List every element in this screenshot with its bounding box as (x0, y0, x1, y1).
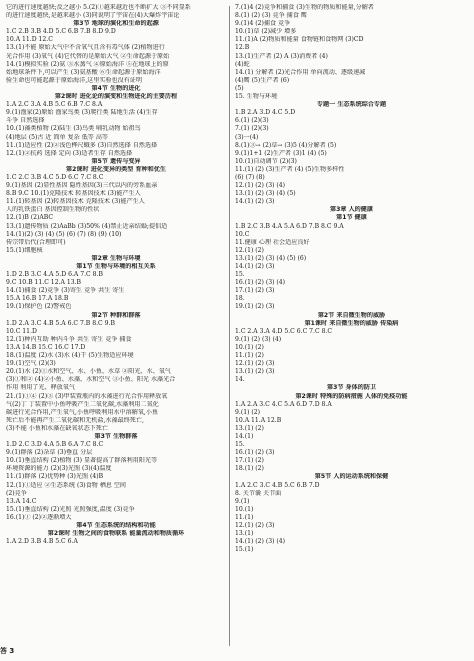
answer-line: 7.(1)4 (2)竞争和捕食 (3)生物的物质和能量,分解者 (235, 4, 374, 11)
answer-line: (6) (7) (8) (235, 173, 265, 181)
answer-line: 13.A 14.C (6, 497, 37, 505)
section-heading: 第3节 生物群落 (94, 432, 138, 440)
answer-line: 1.D 2.A 3.C 4.B 5.A 6.C 7.B 8.C 9.B (6, 319, 115, 327)
answer-line: 11.(1)群落 (2)优势种 (3)光照 (4)B (6, 473, 104, 481)
answer-line: 14.(1) (2) (3) (235, 198, 275, 206)
answer-line: 14.(1)模拟实验 (2)氨 ③水蒸气 ④原始海洋 ⑤在地球上的原 (6, 60, 169, 68)
answer-line: 12.(1) (2) (3) (4) (235, 182, 286, 190)
answer-line: 13.(1) (235, 530, 254, 538)
answer-line: 作用 利用了光、释放氧气 (6, 384, 75, 392)
section-heading: 第3章 人的健康 (330, 206, 373, 214)
answer-line: 18.(1)温度 (2)水 (3)水 (4)干 (5)生物适应环境 (6, 352, 134, 360)
section-heading: 第4节 生态系统的结构和功能 (76, 522, 156, 529)
answer-line: 10.C 11.D (6, 327, 37, 335)
answer-line: 15.(1) (235, 546, 254, 554)
answer-line: 12.(1) (2) (3) (235, 360, 275, 368)
answer-line: 10.(1) (235, 505, 254, 513)
section-heading: 第2课时 生物之间的食物联系 能量流动和物质循环 (47, 530, 185, 538)
answer-line: (3)一(4) (235, 133, 259, 141)
answer-line: 20.(1)水 (2)①水和空气、水、小鱼、水草 ②阳光、水、氧气 (6, 368, 171, 376)
right-column (235, 0, 468, 554)
answer-line: 9.(1) (2) (3) (4) (235, 335, 282, 343)
answer-line: 13.(1) (2) (3) (4) (5) (6) (235, 254, 307, 262)
answer-line: 它的进行速度越快;反之越小 5.(2)①越来越近也不断扩大 ③不同显系 (6, 4, 191, 11)
answer-line: 10.(1) (2) (235, 343, 264, 351)
answer-line: 1.B 2.A 3.D 4.C 5.D (235, 109, 296, 117)
answer-line: 16.(1) (2) (3) (235, 449, 275, 457)
answer-line: 14. (235, 376, 245, 384)
answer-line: 14.(1) 分解者 (2)光合作用 单向流动、逐级递减 (235, 68, 366, 76)
answer-line: 12.(1)②抗药 选择 定向 (3)适者生存 自然选择 (6, 149, 133, 157)
answer-line: 10.A 11.D 12.C (6, 36, 53, 44)
answer-line: 18.(1) (2) (235, 465, 264, 473)
answer-line: (5) (235, 84, 244, 92)
answer-line: 21.(1)①④ (2)③ (3)甲装置瓶内的水藻进行光合作用释放氧 (6, 392, 168, 400)
answer-line: 始地球条件下,可以产生 (3)氨基酸 ⑥生命起源于原始海洋 (6, 68, 161, 76)
answer-line: 16.(1)① (2)②逐渐增大 (6, 513, 72, 521)
answer-line: 1.D 2.B 3.C 4.A 5.D 6.A 7.C 8.B (6, 271, 103, 279)
answer-line: 8.B 9.C 10.(1)克隆技术 转基因技术 (3)能产生人 (6, 190, 141, 198)
answer-line: 1.A 2.D 3.B 4.B 5.C 6.A (6, 538, 78, 546)
answer-line: 1.A 2.C 3.C 4.B 5.C 6.B 7.D (235, 481, 320, 489)
answer-line: 6.(1) (2)(3) (235, 117, 269, 125)
answer-line: 8. 关节囊 关节面 (235, 489, 282, 497)
section-heading: 第2节 来自微生物的威胁 (317, 311, 386, 319)
answer-line: 10.(1)自动调节 (2)(3) (235, 157, 297, 165)
answer-line: 环境资源的能力 (2)(3)光照 (3)(4)温度 (6, 465, 112, 473)
answer-line: 12.(1)①适应 ②生态系统 (3)食物 栖息 空间 (6, 481, 127, 489)
section-heading: 第1节 生物与环境的相互关系 (76, 263, 156, 270)
section-heading: 第2章 生物与环境 (91, 254, 141, 262)
answer-line: 9.(1)基因 (2)显性基因 隐性基因(3)三代以内的旁系血亲 (6, 182, 158, 190)
answer-line: 1.D 2.C 3.D 4.A 5.B 6.A 7.C 8.C (6, 441, 104, 449)
answer-line: 11.健康 心理 社会适应良好 (235, 238, 310, 246)
answer-line: 12.(1)B (2)ABC (6, 214, 54, 222)
answer-line: 17.(1) (2) (3) (235, 287, 275, 295)
answer-line: 13.(1)生产者 (2) A (3)消费者 (4) (235, 52, 328, 60)
answer-line: 11.(1) (2) (235, 352, 264, 360)
answer-line: 13.(1) (2) (3) (4) (5) (235, 190, 296, 198)
answer-line: 14.(1) (2) (3) (235, 263, 275, 270)
answer-line: 15.A 16.B 17.A 18.B (6, 295, 69, 303)
answer-line: 气(2)丁 丁装置中小鱼呼吸产生二氧化碳,水藻利用二氧化 (6, 400, 159, 408)
answer-line: 12.(1) (2) (3) (235, 522, 275, 529)
section-heading: 第1节 健康 (336, 214, 367, 222)
answer-line: 17.(1) (2) (235, 457, 264, 465)
answer-line: 12.B (235, 44, 250, 52)
answer-line: 验生命也可能起源于原始海洋,这里实验也没有证明 (6, 76, 142, 84)
answer-line: 死亡后不能再产生二氧化碳和无机盐,水藻最终死亡, (6, 416, 144, 424)
answer-line: 1.A 2.C 3.A 4.B 5.C 6.B 7.C 8.A (6, 101, 103, 109)
answer-line: 11.(1) (2) (3)生产者 (4) (5)生物多样性 (235, 165, 345, 173)
answer-line: 11.(1)转基因 (2)转基因技术 克隆技术 (3)能产生人 (6, 198, 145, 206)
answer-line: (3)不能 小鱼和水藻在缺氧状态下死亡 (6, 424, 108, 432)
answer-line: 9.(1)1+1 (2)生产者 (3)1 (4) (5) (235, 149, 327, 157)
answer-line: 14.(1) (235, 432, 254, 440)
answer-line: 9.(1)群落 (2)杂草 (3)垂直 分层 (6, 449, 93, 457)
answer-line: 14.(1) (2) (3) (4) (235, 538, 286, 546)
section-heading: 专题一 生态系统综合专题 (316, 101, 387, 109)
answer-line: (4)蛇 (235, 60, 250, 68)
section-heading: 第2课时 特殊的防病措施 人体的免疫功能 (295, 392, 408, 400)
answer-line: 15.(1)垂直结构 (2)光照 光照强度,温度 (3)竞争 (6, 505, 135, 513)
answer-line: 传宗带后代(合理即可) (6, 238, 66, 246)
answer-line: 15.(1)细胞核 (6, 246, 43, 254)
answer-line: 9.(1) (235, 497, 250, 505)
section-heading: 第1课时 来自微生物的威胁 传染病 (304, 319, 399, 327)
answer-line: 1.C 2.B 3.B 4.D 5.C 6.B 7.B 8.D 9.D (6, 28, 116, 36)
section-heading: 第5节 遗传与变异 (91, 157, 141, 165)
answer-line: 9.C 10.B 11.C 12.A 13.B (6, 279, 82, 287)
answer-line: 1.A 2.A 3.C 4.C 5.A 6.D 7.D 8.A (235, 400, 332, 408)
section-heading: 第4节 生物的进化 (91, 84, 141, 92)
section-heading: 第2节 种群和群落 (91, 311, 141, 319)
section-heading: 第3节 身体的防卫 (326, 384, 377, 392)
answer-line: 16.(1) (2) (3) (4) (235, 279, 286, 287)
answer-line: 9.(1) (2) (235, 408, 261, 416)
answer-line: 13.(1)遗传物质 (2)AaBb (3)50% (4)禁止近亲结婚;提倡适 (6, 222, 168, 230)
answer-line: 13.(1)不能 原始大气中不含氧气且含有毒气体 (2)植物进行 (6, 44, 165, 52)
answer-line: 13.A 14.B 15.C 16.C 17.D (6, 343, 86, 351)
answer-line: 10.A 11.A 12.B (235, 416, 282, 424)
answer-line: 1.C 2.A 3.A 4.D 5.C 6.C 7.C 8.C (235, 327, 333, 335)
answer-line: (4)地层 (5)古 近 简单 复杂 低等 高等 (6, 133, 109, 141)
section-heading: 第2课时 进化论的演变和生物进化的主要历程 (54, 93, 178, 101)
answer-line: 8.(1)③→ (2)草→ (3)5 (4)分解者 (5) (235, 141, 337, 149)
answer-line: 15. 生物与环境 (235, 93, 278, 101)
answer-line: 19.(1)空气 (2)(3) (6, 360, 56, 368)
answer-line: 9.(1)4 (2)捕食 竞争 (235, 20, 291, 28)
section-heading: 第3节 地球的演化和生命的起源 (73, 20, 159, 28)
answer-line: 15. (235, 441, 245, 449)
section-heading: 第2课时 进化变异的类型 育种和优生 (66, 165, 166, 173)
answer-line: 10.(1)草 (2)减少 增多 (235, 28, 297, 36)
answer-line: 碳进行光合作用,产生氧气,小鱼呼吸利用水中溶解氧,小鱼 (6, 408, 159, 416)
answer-line: 11.(1)适应性 (2)②浅色桦尺蛾多 (3)自然选择 自然选择 (6, 141, 158, 149)
answer-line: 的进行速度越快,是越来越小 (3)同说明了宇宙在(4)大爆炸宇宙论 (6, 12, 180, 20)
section-heading: 第5节 人的运动系统和保健 (314, 473, 389, 481)
answer-line: 1.B 2.C 3.B 4.A 5.A 6.D 7.B 8.C 9.A (235, 222, 344, 230)
answer-line: 12.(1)种内互助 种内斗争 共生 寄生 竞争 捕食 (6, 335, 132, 343)
answer-line: 13.(1) (2) (235, 424, 264, 432)
answer-line: 14.(1)(2) (3) (4) (5) (6) (7) (8) (9) (10) (6, 230, 122, 238)
answer-line: 18. (235, 295, 245, 303)
answer-line: (3)①和② (4)②小鱼、水藻、水和空气 ③小鱼、阳光 水藻光合 (6, 376, 176, 384)
answer-line: 人的乳铁蛋白 基因控制生物的性状 (6, 206, 100, 214)
answer-line: 19.(1) (2) (3) (235, 303, 275, 311)
answer-line: 1.C 2.C 3.B 4.C 5.D 6.C 7.C 8.C (6, 173, 104, 181)
answer-line: 14.(1)捕食 (2)竞争 (3)寄生 竞争 共生 寄生 (6, 287, 125, 295)
answer-line: 10.C (235, 230, 250, 238)
answer-line: 光合作用 (3)氧气 (4)它代替的是原始大气 ②生命起源于原始 (6, 52, 170, 60)
answer-line: 15. (235, 271, 245, 279)
answer-line: 11.(1) (235, 513, 254, 521)
column-divider (229, 6, 230, 646)
answer-line: 斗争 自然选择 (6, 117, 45, 125)
answer-line: 19.(1)保护色 (2)警戒色 (6, 303, 72, 311)
answer-line: 13.(1) (2) (3) (235, 368, 275, 376)
answer-line: 12.(1) (2) (235, 246, 264, 254)
answer-line: (2)竞争 (6, 489, 27, 497)
answer-line: 9.(1)渔家(2)原始 渔家鸟类 (3)爬行类 陆地生活 (4)生存 (6, 109, 158, 117)
page-footer: 答 3 (0, 646, 15, 655)
answer-line: 11.(1)A (2)物质和能量 食物链和食物网 (3)CD (235, 36, 364, 44)
answer-line: 7.(1) (2)(3) (235, 125, 269, 133)
left-column (6, 0, 226, 546)
answer-line: 10.(1)藻类植物 (2)陆生 (3)鸟类 哺乳动物 始祖鸟 (6, 125, 141, 133)
answer-line: 8.(1) (2) (3) 竞争 捕食 鹰 (235, 12, 307, 20)
answer-line: (4)鹰 (5)生产者 (6) (235, 76, 290, 84)
answer-line: 10.(1)垂直结构 (2)植物 (3) 显著提高了群落利用阳光等 (6, 457, 158, 465)
